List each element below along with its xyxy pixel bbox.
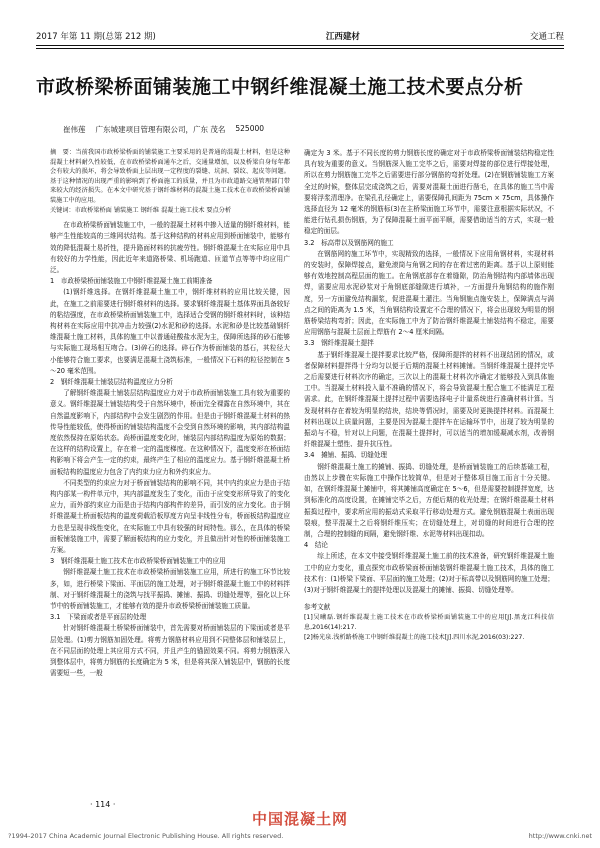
article-title: 市政桥梁桥面铺装施工中钢纤维混凝土施工技术要点分析 [36, 76, 524, 98]
keywords: 关键词：市政桥梁桥面 铺装施工 钢纤维 混凝土施工技术 要点分析 [50, 206, 232, 214]
section-heading: 2 钢纤维混凝土铺装层结构温度应力分析 [50, 378, 173, 386]
running-header [36, 24, 564, 42]
reference-item: [1]吴曦磊.钢纤维混凝土施工技术在市政桥梁桥面铺装施工中的应用[J].黑龙江科技信息,2016(14):217. [304, 614, 554, 632]
section-heading: 3.4 摊铺、振捣、切缝处理 [304, 451, 388, 460]
left-column [50, 148, 290, 798]
author-affiliation: 广东城建项目管理有限公司，广东 茂名 [95, 125, 226, 134]
body-paragraph: 综上所述，在本文中接受钢纤维混凝土施工前的技术准备，研究钢纤维混凝土施工中的应力变化，重点探究市政桥梁面桥面铺装钢纤维混凝土施工技术，具体的施工技术有：(1)桥梁下梁面、平层面的施工处理；(2)对于标高带以及钢筋网的施工处理；(3)对于钢纤维混凝土的提拌处理以及混凝土的摊铺、振捣、切缝处理等。 [304, 552, 554, 594]
header-rule-thin [36, 48, 564, 49]
section-heading: 3 钢纤维混凝土施工技术在市政桥梁桥面铺装施工中的应用 [50, 557, 226, 566]
section-heading: 4 结论 [304, 541, 328, 550]
copyright-text: ?1994-2017 China Academic Journal Electronic Publishing House. All rights reserved. [8, 832, 284, 840]
right-column [304, 148, 554, 798]
section-name: 交通工程 [529, 32, 564, 42]
body-paragraph: 钢纤维混凝土施工的摊铺、振捣、切缝处理，是桥面铺装施工的后续基础工程，由然以上步骤在实际施工中操作比较简单，但是对于整体项目施工而言十分关键。如，在钢纤维混凝土摊铺中，将其摊铺高度确定在 5～6，但是需要控制提拌宽度，达到标准化的高度设置，在摊铺完毕之后，方便后期的收光处理；在钢纤维混凝土材料振捣过程中，要求所应用的振动式采取平行移动处理方式。避免钢筋混凝土表面出现裂痕，整平混凝土之后将钢纤维压实；在切缝处理上，对切缝的时间进行合理的控制，合理的控制缝的间隔，避免钢纤维、水泥等材料出现扣动。 [304, 462, 554, 538]
body-paragraph: 不同类型的约束应力对于桥面铺装结构的影响不同，其中内约束应力是由于结构内部某一构件单元中，其内部温度发生了变化，而由于应变变形所导致了的变化应力，而外部约束应力而是由于结构内部构件的差异，而引发的应力变化。由于钢纤维混凝土桥面板结构的温度荷载沿板厚度方向呈非线性分布，桥面板结构温度应力也是呈现非线性变化，在实际施工中具有较强的时间特性。那么，在具体的桥梁面板铺装施工中，需要了解面板结构的应力变化，并且做出针对性的桥面铺装施工方案。 [50, 478, 290, 555]
section-heading: 3.2 标高带以及钢筋网的施工 [304, 238, 394, 247]
references-heading: 参考文献 [304, 603, 331, 612]
body-paragraph: 在钢筋网的施工环节中，实现精致的选择，一般情况下应用角钢材料，实现材料的安装时，保障焊接点，避免滚筒与角钢之间的存在着过密的距离。基于以上原则能够有效地控制高程层面的施工。在角钢底部存在着缝隙，防治角钢结构内部墙体出现焊，需要应用水泥砂浆对于角钢底部缝隙进行填补，一方面提升角钢结构的施作刚度，另一方面避免结构漏浆，促进混凝土灌注。当角钢施点施安装上，保障满点与满点之间的距离为 1.5 米，当角钢结构设置定不合理的情况下，将会出现较为明显的钢筋桥梁结构弯折；因此，在实际施工中为了防治钢纤维混凝土铺装结构不稳定，需要应用钢筋与混凝土层面上焊筋有 2～4 厘米间隔。 [304, 249, 554, 337]
page-number: · 114 · [90, 800, 116, 809]
author-name: 崔伟莲 [63, 125, 86, 134]
author-postcode: 525000 [235, 124, 265, 133]
body-paragraph: 确定为 3 米。基于不同长度的剪力钢筋长度的确定对于市政桥梁桥面铺装结构稳定性具有较为重要的意义。当钢筋深入施工完毕之后，需要对焊接的部位进行焊接处理，所以在剪力钢筋施工完毕之后需要进行部分钢筋的弯折处理。(2)在钢筋铺装施工方案全过的时候，整体层完成浇筑之后，需要对混凝土面进行凿毛，在具体的施工当中需要将浮浆清理净。在梁孔孔径确定上，需要保障孔间距为 75cm × 75cm，具体操作选择直径为 12 毫米的钢筋标(3)在主桥梁面施工环节中，需要注意根据实际状况，不能进行钻孔损伤钢筋，为了保障混凝土面平面平顺，需要借助适当的方式，实现一般稳定的面层。 [304, 149, 554, 236]
section-heading: 1 市政桥梁桥面铺装施工中钢纤维混凝土施工前期准备 [50, 277, 213, 286]
body-paragraph: 基于钢纤维混凝土提拌要求比较严格，保障所提拌的材料不出现结团的情况，或者保障材料提拌得十分均匀以便于后期的混凝土材料摊铺。当钢纤维混凝土提拌完毕之后需要进行材料次序的确定，三次以上的混凝土材料次序确定才能够投入到具体施工中。当混凝土材料投入量不准确的情况下，将会导致混凝土配合施工不能满足工程需求。此，在钢纤维混凝土提拌过程中需要选择电子计量系统进行准确材料计算。当发现材料存在着较为明显的结块，结块等情况时，需要及时更换提拌材料。而混凝土材料出现以上质量问题，主要是因为混凝土提拌车在运输环节中，出现了较为明显的振动与不稳，针对以上问题，在混凝土提拌时，可以适当的增加缓凝减水剂，改善钢纤维混凝土塑性、提升抗压性。 [304, 350, 554, 449]
section-heading: 3.3 钢纤维混凝土提拌 [304, 339, 374, 348]
body-paragraph: (1)钢纤维选择。在钢纤维混凝土施工中，钢纤维材料的应用比较关键，因此，在施工之前需要进行钢纤维材料的选择。要求钢纤维混凝土基体界面具备较好的粘结强度，在市政桥梁桥面铺装施工中，选择适合受钢的钢纤维材料时，该种结构材料在实际应用中抗冲击力较强(2)水泥和砂的选择。水泥和砂是比较基础钢纤维混凝土施工材料，具体的施工中以普通硅酸盐水泥为主，保障所选择的砂石能够与实际施工现场相互吻合。(3)碎石的选择。碎石作为桥面铺装的基石，其粒径大小能够符合施工要求，也要满足混凝土浇筑标准，一般情况下石料的粒径控制在 5～20 毫米范围。 [50, 288, 290, 375]
author-line [63, 124, 264, 135]
reference-item: [2]杨光泉.浅析路桥施工中钢纤维混凝土的施工技术[J].四川水泥,2016(03):227. [304, 634, 525, 642]
site-watermark: 中国混凝土网 [251, 810, 348, 828]
journal-name: 江西建材 [325, 32, 360, 42]
body-paragraph: 针对钢纤维混凝土桥梁桥面铺装中，首先需要对桥面铺装层的下梁面或者是平层处理。(1)剪力钢筋加固处理。将剪力钢筋材料应用到不同整体层和铺装层上，在不同层面的处理上其应用方式不同，并且产生的锚固效果不同。将剪力钢筋深入到整体层中，将剪力钢筋的长度确定为 5 米，但是将其深入铺装层中，钢筋的长度需要短一些，一般 [50, 624, 290, 678]
body-paragraph: 了解钢纤维混凝土铺装层结构温度应力对于市政桥面铺装施工具有较为重要的意义。钢纤维混凝土铺装结构受于自然环境中，桥面完全裸露在自然环境中，其在自然温度影响下，内部结构中会发生剧烈的作用。但是由于钢纤维混凝土材料的热传导性能较低，使得桥面的铺装结构温度不会受到自然环境的影响，其内部结构温度依然保持在原始状态。尚桥面温度变化时，铺装层内部结构温度为原始的数据；在这样的结构设置上，存在着一定的温度梯度。在这种情况下，温度变形在桥面结构影响下将会产生一定的约束，最终产生了相应的温度应力。基于钢纤维混凝土桥面板结构的温度应力包含了内约束力应力和外约束应力。 [50, 389, 290, 476]
body-paragraph: 在市政桥梁桥面铺装施工中，一般的混凝土材料中掺入适量的钢纤维材料，能够产生性能较高的三维网状结构。基于这种结构的材料应用到桥面铺装中，能够有效的降低混凝土易折性，提升路面材料的抗疲劳性。钢纤维混凝土在实际应用中具有较好的力学性能，因此近年来道路桥梁、机场跑道、匝道节点等等中均应用广泛。 [50, 221, 290, 274]
header-rule-thick [36, 45, 564, 46]
section-heading: 3.1 下梁面或者是平面层的处理 [50, 613, 147, 622]
body-paragraph: 钢纤维混凝土施工技术在市政桥梁桥面铺装施工应用，所进行的施工环节比较多，如，进行桥梁下梁面、平面层的施工处理，对于钢纤维混凝土施工中的材料拌制、对于钢纤维混凝土的浇筑与找平振捣、摊铺、振捣、切缝处理等，强化以上环节中的桥面铺装施工，才能够有效的提升市政桥梁桥面铺装施工质量。 [50, 568, 290, 611]
issue-info: 2017 年第 11 期(总第 212 期) [36, 32, 156, 42]
copyright-line [8, 832, 592, 840]
cnki-url: http://www.cnki.net [528, 832, 592, 840]
abstract: 摘 要：当前我国市政桥梁桥面的铺装施工主要采用的是普通的混凝土材料，但是这种混凝土材料耐久性较低，在市政桥梁桥面通车之后，交通量增加，以及桥梁自身每年都会有较大的损坏，将会导致桥面上层出现一定程度的裂缝、坑洞、裂纹、起皮等问题。基于这种情况的出现严重的影响到了桥面施工的质量，并且为市政道路交通管理部门带来较大的经济损失。在本文中研究基于钢纤维材料的混凝土施工技术在市政桥梁桥面铺装施工中的应用。 [50, 149, 290, 204]
